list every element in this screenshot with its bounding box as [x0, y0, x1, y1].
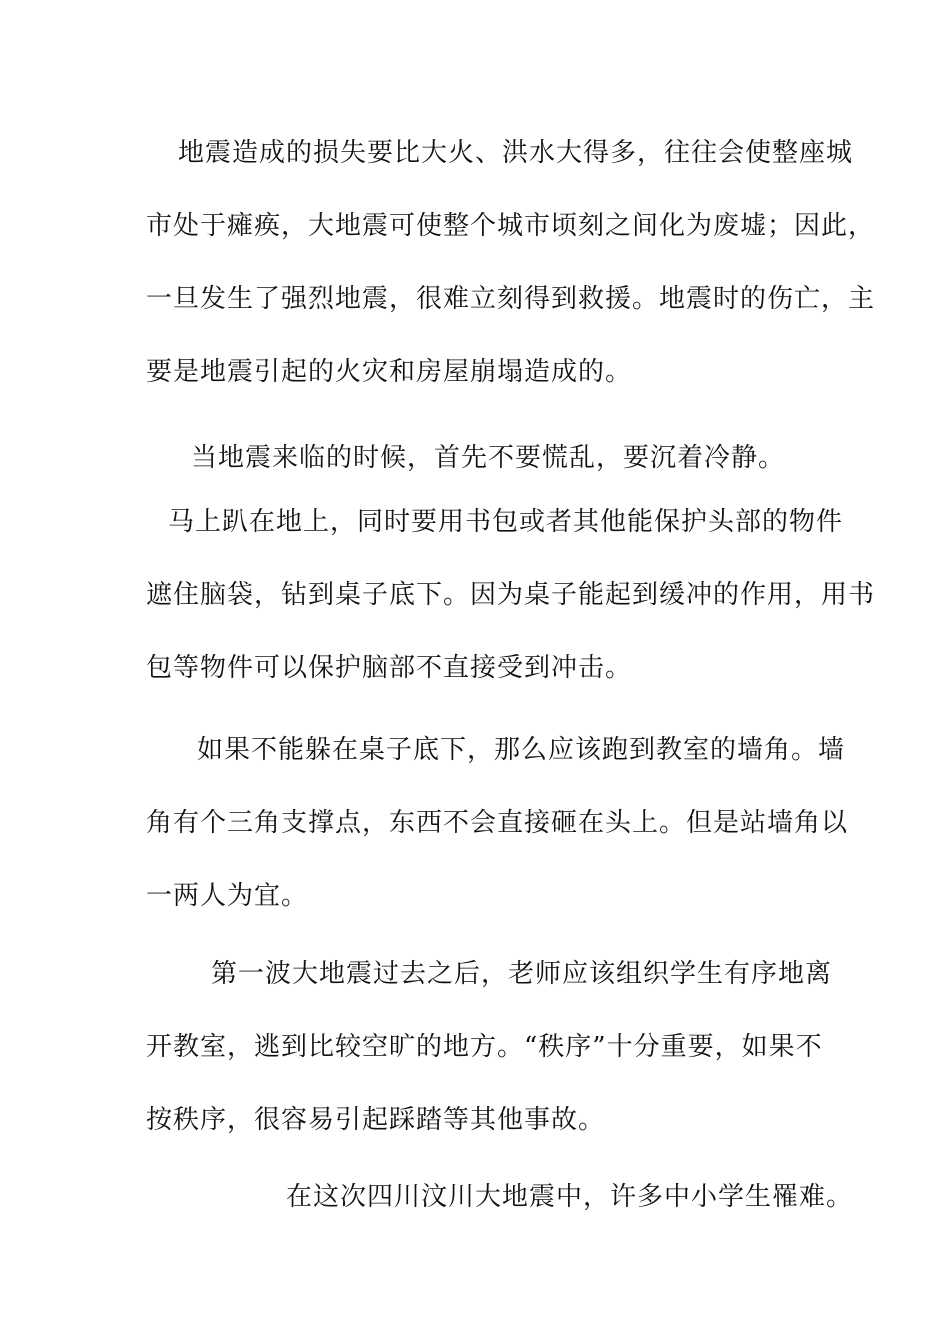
paragraph-line: 市处于瘫痪，大地震可使整个城市顷刻之间化为废墟；因此， — [146, 211, 876, 241]
paragraph-line: 一旦发生了强烈地震，很难立刻得到救援。地震时的伤亡，主 — [146, 284, 876, 314]
paragraph-line: 当地震来临的时候，首先不要慌乱，要沉着冷静。 — [191, 443, 786, 473]
paragraph-line: 马上趴在地上，同时要用书包或者其他能保护头部的物件 — [168, 507, 844, 537]
paragraph-line: 要是地震引起的火灾和房屋崩塌造成的。 — [146, 357, 633, 387]
paragraph-line: 在这次四川汶川大地震中，许多中小学生罹难。 — [286, 1182, 854, 1212]
paragraph-line: 遮住脑袋，钻到桌子底下。因为桌子能起到缓冲的作用，用书 — [146, 580, 876, 610]
paragraph-line: 角有个三角支撑点，东西不会直接砸在头上。但是站墙角以 — [146, 808, 849, 838]
paragraph-line: 地震造成的损失要比大火、洪水大得多，往往会使整座城 — [178, 138, 854, 168]
paragraph-line: 如果不能躲在桌子底下，那么应该跑到教室的墙角。墙 — [197, 735, 846, 765]
paragraph-line: 第一波大地震过去之后，老师应该组织学生有序地离 — [211, 959, 833, 989]
paragraph-line: 包等物件可以保护脑部不直接受到冲击。 — [146, 653, 633, 683]
paragraph-line: 一两人为宜。 — [146, 881, 309, 911]
paragraph-line: 开教室，逃到比较空旷的地方。“秩序”十分重要，如果不 — [146, 1032, 823, 1062]
paragraph-line: 按秩序，很容易引起踩踏等其他事故。 — [146, 1105, 606, 1135]
